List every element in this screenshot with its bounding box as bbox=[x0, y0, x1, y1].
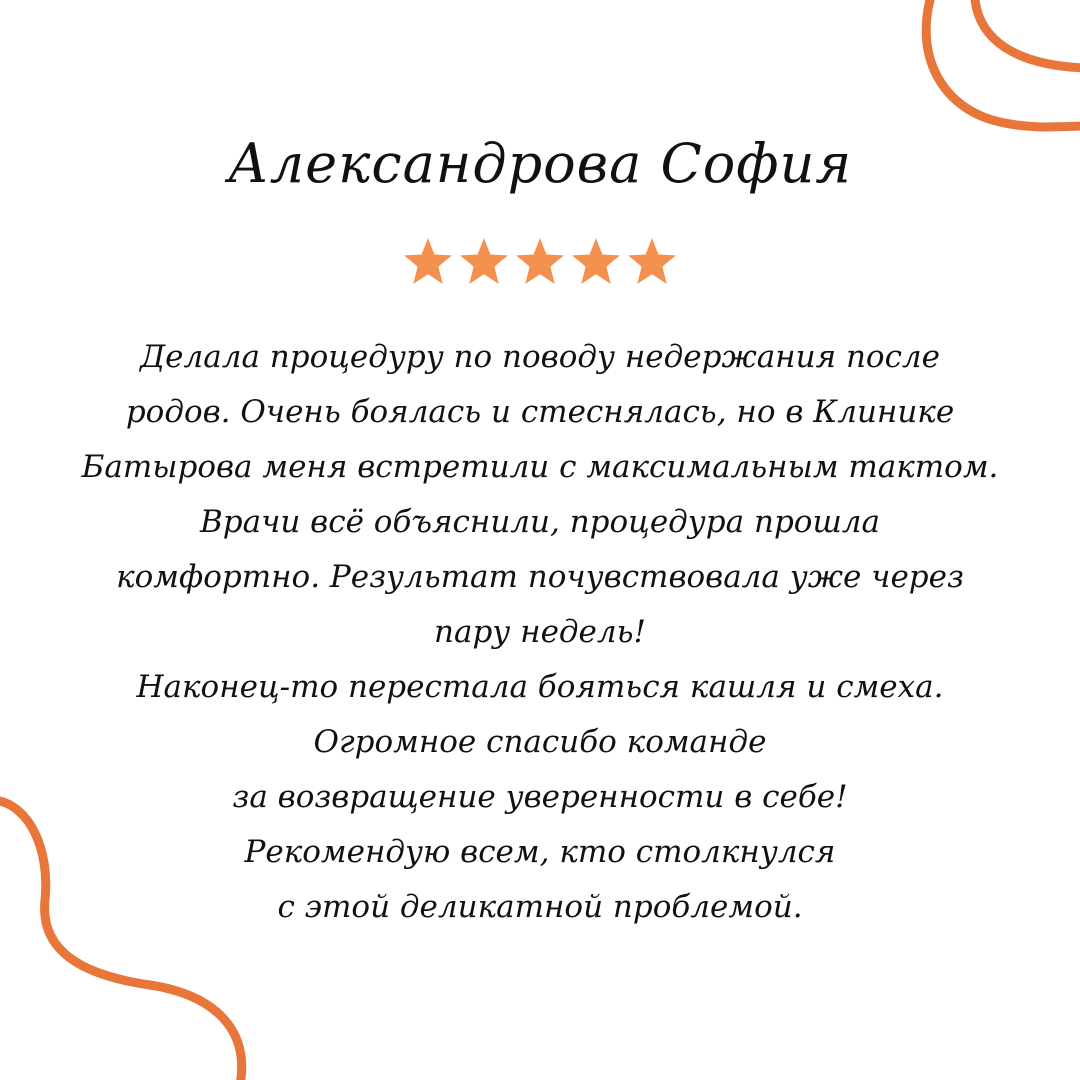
star-icon bbox=[626, 236, 678, 288]
review-line: Рекомендую всем, кто столкнулся bbox=[244, 834, 836, 870]
review-line: с этой деликатной проблемой. bbox=[277, 889, 803, 925]
review-line: Огромное спасибо команде bbox=[313, 724, 767, 760]
author-name: Александрова София bbox=[227, 132, 853, 195]
top-right-inner-squiggle bbox=[975, 0, 1080, 68]
star-rating bbox=[0, 236, 1080, 288]
review-line: Врачи всё объяснили, процедура прошла bbox=[199, 504, 881, 540]
star-icon bbox=[570, 236, 622, 288]
review-line: Делала процедуру по поводу недержания после bbox=[139, 339, 941, 375]
review-line: комфортно. Результат почувствовала уже через bbox=[116, 559, 964, 595]
review-line: пару недель! bbox=[434, 614, 646, 650]
review-line: за возвращение уверенности в себе! bbox=[232, 779, 848, 815]
star-icon bbox=[458, 236, 510, 288]
star-icon bbox=[402, 236, 454, 288]
review-line: Наконец-то перестала бояться кашля и смеха. bbox=[136, 669, 944, 705]
review-text bbox=[60, 330, 1020, 935]
top-right-squiggle bbox=[926, 0, 1080, 127]
review-line: родов. Очень боялась и стеснялась, но в Клинике bbox=[125, 394, 955, 430]
review-line: Батырова меня встретили с максимальным тактом. bbox=[81, 449, 999, 485]
star-icon bbox=[514, 236, 566, 288]
